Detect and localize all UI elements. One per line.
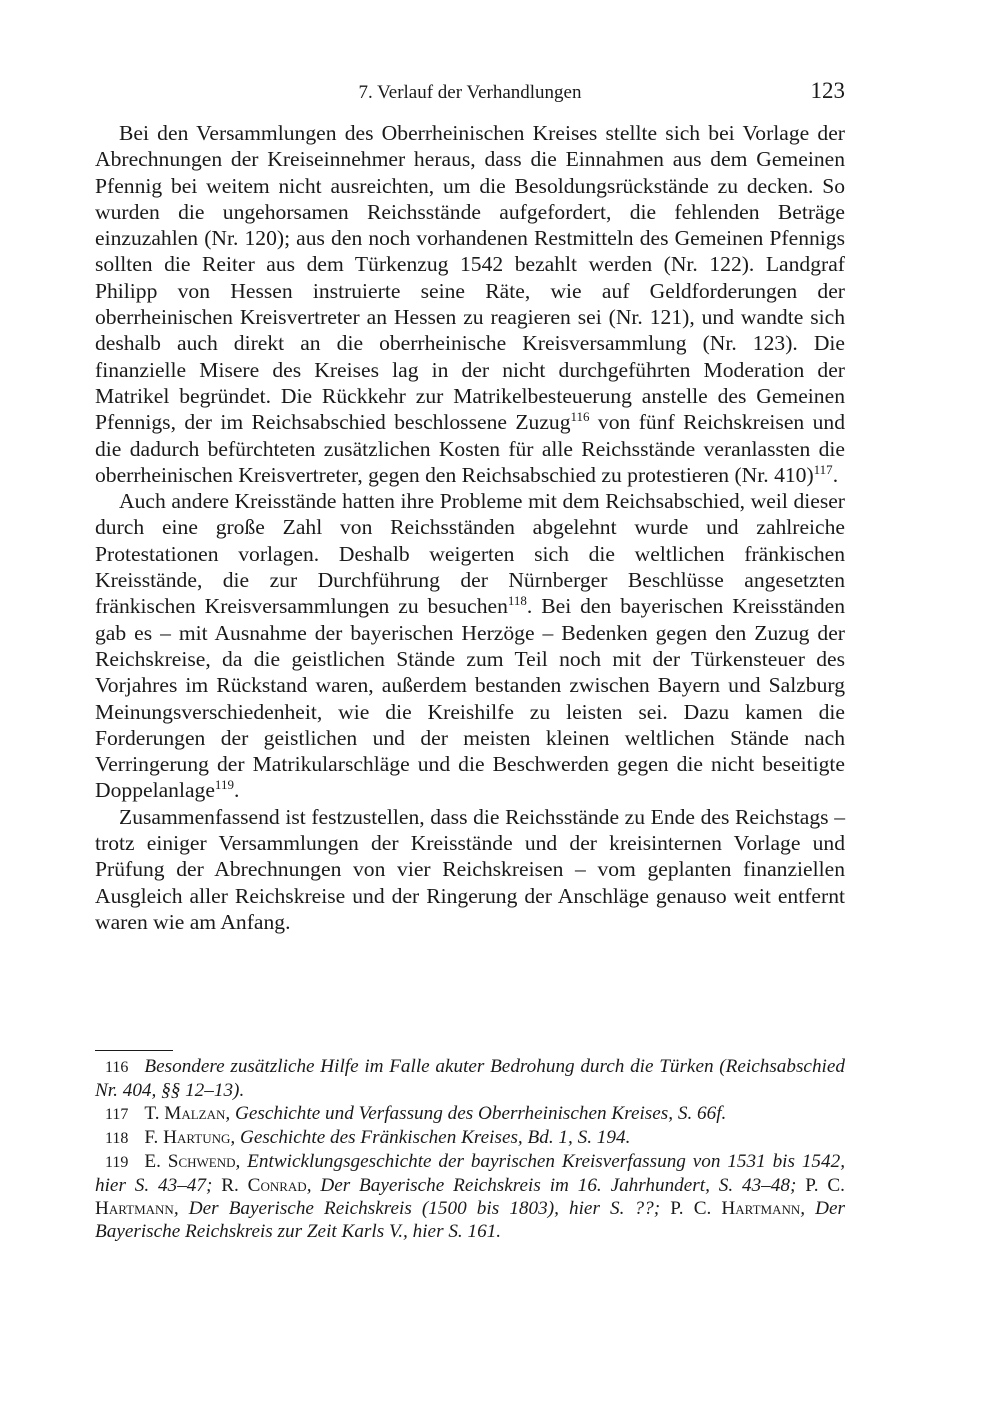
paragraph-1-text-c: .	[832, 462, 839, 487]
footnote-119	[95, 1150, 845, 1243]
footnote-number: 118	[105, 1130, 129, 1147]
footnote-116	[95, 1055, 845, 1102]
footnote-rule	[95, 1050, 173, 1051]
footnote-ref-117[interactable]: 117	[813, 461, 833, 477]
footnote-title: , Der Bayerische Reichskreis zur Zeit Karls V., hier S. 161.	[95, 1198, 845, 1242]
footnote-ref-116[interactable]: 116	[570, 409, 590, 425]
footnotes	[95, 1050, 845, 1243]
body-text	[95, 120, 845, 935]
footnote-number: 117	[105, 1106, 129, 1123]
page-number: 123	[810, 78, 845, 103]
footnote-title: , Geschichte und Verfassung des Oberrheinischen Kreises, S. 66f.	[225, 1103, 727, 1124]
paragraph-1-text-b: von fünf Reichskreisen und die dadurch befürchteten zusätzlichen Kosten für alle Reichsstände veranlassten die oberrheinischen Kreisvertreter, gegen den Reichsabschied zu protestieren (Nr. 410)	[95, 410, 845, 487]
footnote-118	[95, 1126, 845, 1150]
paragraph-1	[95, 120, 845, 488]
paragraph-3: Zusammenfassend ist festzustellen, dass die Reichsstände zu Ende des Reichstags – trotz einiger Versammlungen der Kreisstände und der kreisinternen Vorlage und Prüfung der Abrechnungen von vier Reichskreisen – vom geplanten finanziellen Ausgleich aller Reichskreise und der Ringerung der Anschläge genauso weit entfernt waren wie am Anfang.	[95, 804, 845, 934]
footnote-author: F. Hartung	[144, 1127, 231, 1148]
footnote-title: , Der Bayerische Reichskreis im 16. Jahrhundert, S. 43–48;	[306, 1175, 806, 1196]
footnote-author: P. C. Hartmann	[95, 1175, 845, 1219]
footnote-title: , Geschichte des Fränkischen Kreises, Bd. 1, S. 194.	[230, 1127, 631, 1148]
page	[95, 80, 845, 935]
footnote-title: , Der Bayerische Reichskreis (1500 bis 1803), hier S. ??;	[173, 1198, 671, 1219]
footnote-title: , Entwicklungsgeschichte der bayrischen Kreisverfassung von 1531 bis 1542, hier S. 43–47;	[95, 1151, 845, 1196]
footnote-text: Besondere zusätzliche Hilfe im Falle akuter Bedrohung durch die Türken (Reichsabschied Nr. 404, §§ 12–13).	[95, 1056, 845, 1101]
footnote-number: 116	[105, 1059, 129, 1076]
paragraph-1-text-a: Bei den Versammlungen des Oberrheinischen Kreises stellte sich bei Vorlage der Abrechnungen der Kreiseinnehmer heraus, dass die Einnahmen aus dem Gemeinen Pfennig bei weitem nicht ausreichten, um die Besoldungsrückstände zu decken. So wurden die ungehorsamen Reichsstände aufgefordert, die fehlenden Beträge einzuzahlen (Nr. 120); aus den noch vorhandenen Restmitteln des Gemeinen Pfennigs sollten die Reiter aus dem Türkenzug 1542 bezahlt werden (Nr. 122). Landgraf Philipp von Hessen instruierte seine Räte, wie auf Geldforderungen der oberrheinischen Kreisvertreter an Hessen zu reagieren sei (Nr. 121), und wandte sich deshalb auch direkt an die oberrheinische Kreisversammlung (Nr. 123). Die finanzielle Misere des Kreises lag in der nicht durchgeführten Moderation der Matrikel begründet. Die Rückkehr zur Matrikelbesteuerung anstelle des Gemeinen Pfennigs, der im Reichsabschied beschlossene Zuzug	[95, 121, 845, 435]
paragraph-2	[95, 488, 845, 804]
footnote-ref-119[interactable]: 119	[214, 777, 234, 793]
footnote-number: 119	[105, 1154, 129, 1171]
running-title: 7. Verlauf der Verhandlungen	[358, 82, 582, 103]
footnote-author: E. Schwend	[144, 1151, 236, 1172]
page-header	[95, 80, 845, 110]
paragraph-2-text-b: . Bei den bayerischen Kreisständen gab es – mit Ausnahme der bayerischen Herzöge – Bedenken gegen den Zuzug der Reichskreise, da die geistlichen Stände zum Teil noch mit der Türkensteuer des Vorjahres im Rückstand waren, außerdem bestanden zwischen Bayern und Salzburg Meinungsverschiedenheit, wie die Kreishilfe zu leisten sei. Dazu kamen die Forderungen der geistlichen und der meisten kleinen weltlichen Stände nach Verringerung der Matrikularschläge und die Beschwerden gegen die nicht beseitigte Doppelanlage	[95, 594, 845, 803]
paragraph-2-text-c: .	[233, 778, 240, 803]
footnote-117	[95, 1102, 845, 1126]
footnote-author: T. Malzan	[144, 1103, 226, 1124]
footnote-author: R. Conrad	[221, 1175, 307, 1196]
paragraph-2-text-a: Auch andere Kreisstände hatten ihre Probleme mit dem Reichsabschied, weil dieser durch eine große Zahl von Reichsständen abgelehnt wurde und zahlreiche Protestationen vorlagen. Deshalb weigerten sich die weltlichen fränkischen Kreisstände, die zur Durchführung der Nürnberger Beschlüsse angesetzten fränkischen Kreisversammlungen zu besuchen	[95, 489, 845, 619]
footnote-ref-118[interactable]: 118	[507, 593, 527, 609]
footnote-author: P. C. Hartmann	[670, 1198, 801, 1219]
